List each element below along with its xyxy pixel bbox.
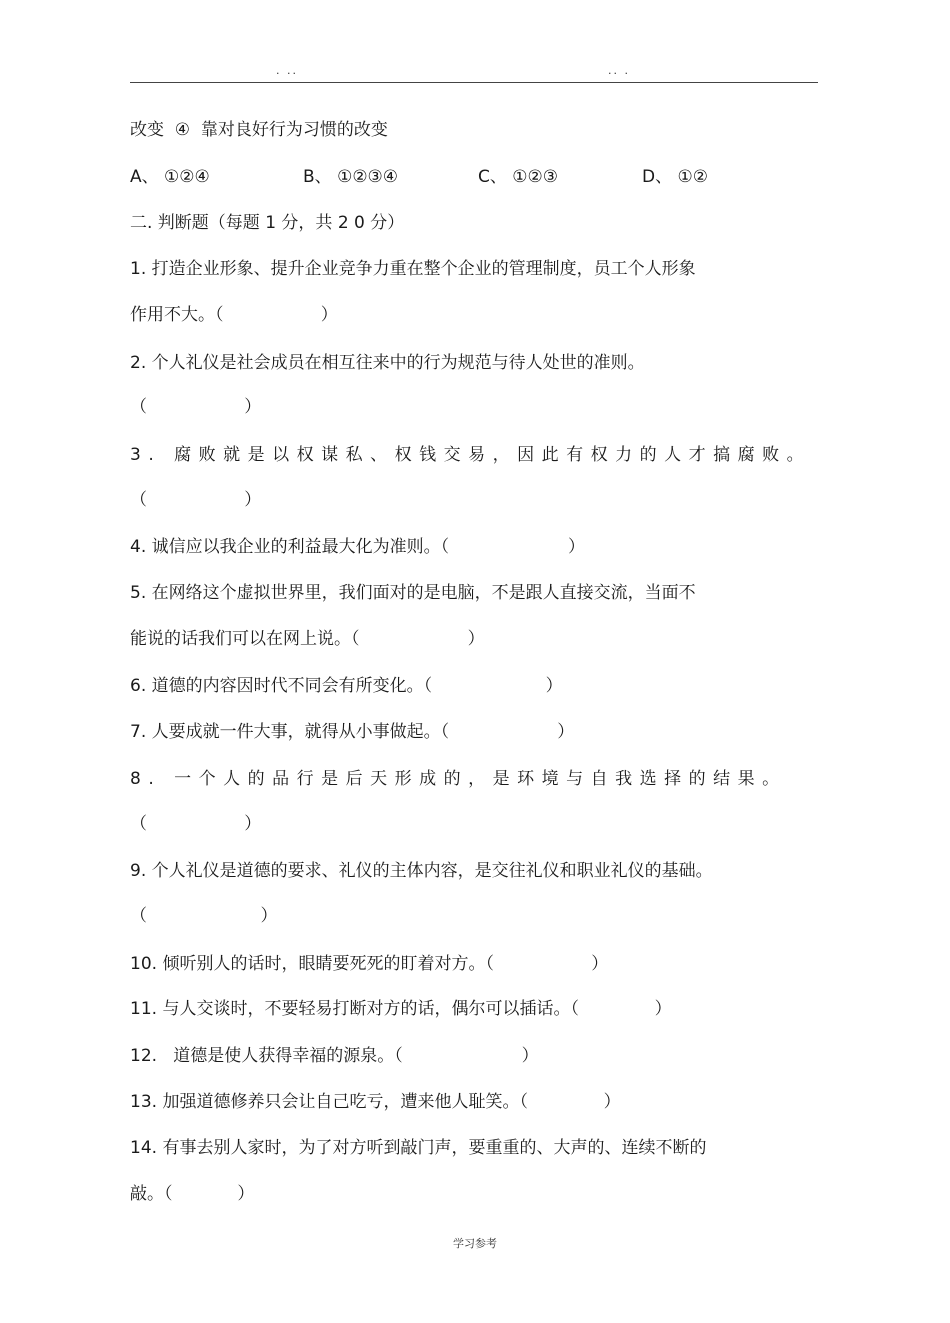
option-d-letter: D、: [642, 167, 673, 187]
option-c-choices: ①②③: [512, 167, 559, 187]
question-3: 3. 腐败就是以权谋私、权钱交易，因此有权力的人才搞腐败。: [130, 445, 812, 465]
option-a-choices: ①②④: [164, 167, 210, 187]
question-9: 9. 个人礼仪是道德的要求、礼仪的主体内容，是交往礼仪和职业礼仪的基础。: [130, 861, 713, 881]
option-a: [130, 165, 210, 189]
option-b-choices: ①②③④: [337, 167, 399, 187]
question-8-answer: （ ）: [130, 814, 262, 834]
header-rule: [130, 82, 818, 83]
option-c: [478, 165, 558, 189]
section-heading: 二. 判断题（每题 1 分，共 2 0 分）: [130, 213, 405, 233]
question-2: 2. 个人礼仪是社会成员在相互往来中的行为规范与待人处世的准则。: [130, 353, 645, 373]
question-14-cont: 敲。（ ）: [130, 1184, 255, 1204]
question-7: 7. 人要成就一件大事，就得从小事做起。（ ）: [130, 722, 575, 742]
question-9-answer: （ ）: [130, 906, 278, 926]
question-11: 11. 与人交谈时，不要轻易打断对方的话，偶尔可以插话。（ ）: [130, 999, 672, 1019]
option-a-letter: A、: [130, 167, 159, 187]
question-12: 12. 道德是使人获得幸福的源泉。（ ）: [130, 1046, 539, 1066]
question-5: 5. 在网络这个虚拟世界里，我们面对的是电脑，不是跟人直接交流，当面不: [130, 583, 696, 603]
option-b-letter: B、: [303, 167, 332, 187]
question-5-cont: 能说的话我们可以在网上说。（ ）: [130, 629, 485, 649]
option-c-letter: C、: [478, 167, 507, 187]
question-6: 6. 道德的内容因时代不同会有所变化。（ ）: [130, 676, 563, 696]
option-b: [303, 165, 398, 189]
question-2-answer: （ ）: [130, 397, 262, 417]
question-10: 10. 倾听别人的话时，眼睛要死死的盯着对方。（ ）: [130, 954, 609, 974]
option-continuation: 改变 ④ 靠对良好行为习惯的改变: [130, 120, 388, 140]
header-dots-right: .. .: [608, 64, 630, 77]
header-dots-left: . ..: [276, 64, 298, 77]
question-1: 1. 打造企业形象、提升企业竞争力重在整个企业的管理制度，员工个人形象: [130, 259, 696, 279]
question-14: 14. 有事去别人家时，为了对方听到敲门声，要重重的、大声的、连续不断的: [130, 1138, 707, 1158]
page-footer: 学习参考: [453, 1237, 497, 1250]
question-4: 4. 诚信应以我企业的利益最大化为准则。（ ）: [130, 537, 586, 557]
question-13: 13. 加强道德修养只会让自己吃亏，遭来他人耻笑。（ ）: [130, 1092, 621, 1112]
option-d-choices: ①②: [677, 167, 708, 187]
question-3-answer: （ ）: [130, 490, 262, 510]
option-d: [642, 165, 708, 189]
question-1-cont: 作用不大。（ ）: [130, 305, 338, 325]
question-8: 8. 一个人的品行是后天形成的，是环境与自我选择的结果。: [130, 769, 787, 789]
